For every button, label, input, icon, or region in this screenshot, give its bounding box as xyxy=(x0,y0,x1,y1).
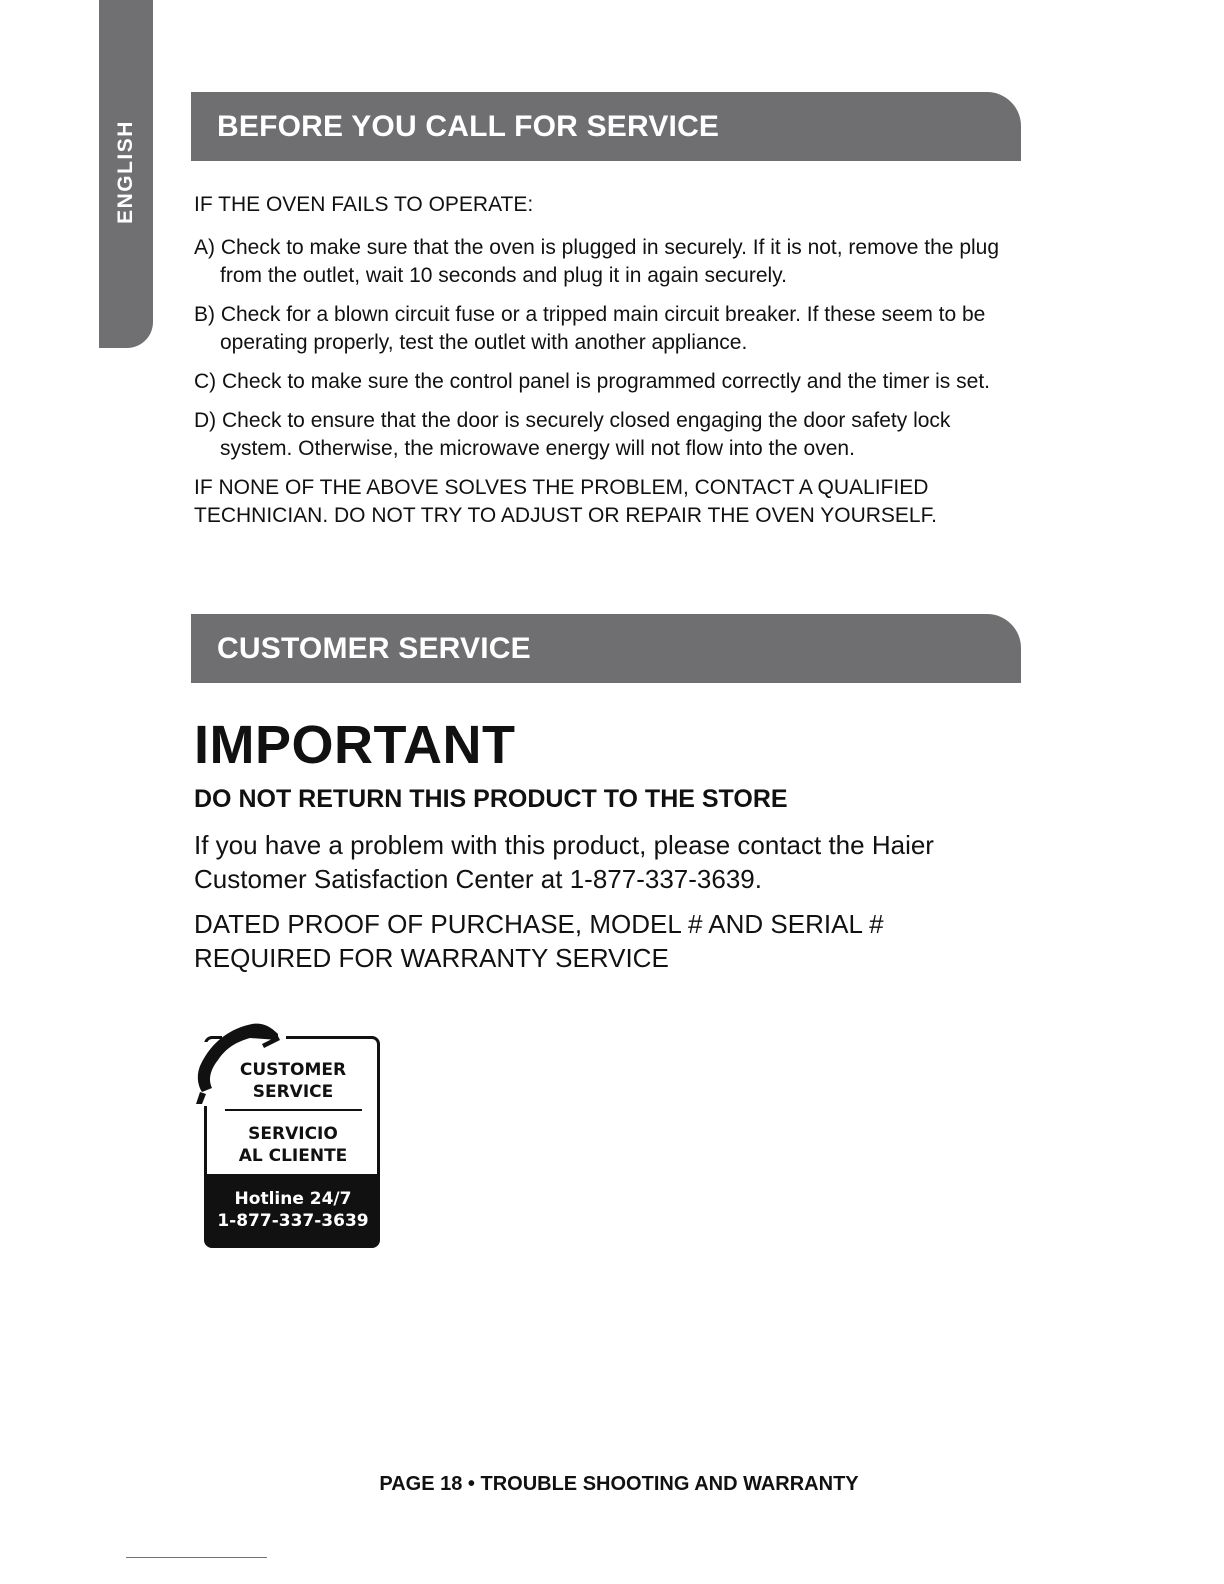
check-item-a: A) Check to make sure that the oven is plugged in securely. If it is not, remove the plug from the outlet, wait 10 seconds and plug it in again securely. xyxy=(194,236,1000,287)
do-not-return-notice: DO NOT RETURN THIS PRODUCT TO THE STORE xyxy=(194,785,788,813)
section-header-before-service xyxy=(191,92,1021,161)
important-heading: IMPORTANT xyxy=(194,715,516,775)
badge-line-al-cliente: AL CLIENTE xyxy=(238,1146,348,1166)
contact-technician-note: IF NONE OF THE ABOVE SOLVES THE PROBLEM, CONTACT A QUALIFIED TECHNICIAN. DO NOT TRY TO ADJUST OR REPAIR THE OVEN YOURSELF. xyxy=(194,476,937,527)
bottom-rule xyxy=(126,1557,267,1558)
check-item-d: D) Check to ensure that the door is securely closed engaging the door safety lock system. Otherwise, the microwave energy will not flow into the oven. xyxy=(194,409,951,460)
check-item-b: B) Check for a blown circuit fuse or a tripped main circuit breaker. If these seem to be operating properly, test the outlet with another appliance. xyxy=(194,303,986,354)
section-title-customer-service: CUSTOMER SERVICE xyxy=(217,631,531,665)
troubleshooting-list xyxy=(194,193,1014,530)
check-item-c: C) Check to make sure the control panel is programmed correctly and the timer is set. xyxy=(194,370,990,393)
language-tab-label: ENGLISH xyxy=(114,120,137,224)
badge-divider xyxy=(225,1109,362,1111)
contact-paragraph: If you have a problem with this product, please contact the Haier Customer Satisfaction Center at 1-877-337-3639. xyxy=(194,830,934,894)
troubleshooting-lead: IF THE OVEN FAILS TO OPERATE: xyxy=(194,193,534,216)
badge-line-service: SERVICE xyxy=(252,1082,334,1102)
customer-service-badge xyxy=(192,1018,386,1252)
section-header-customer-service xyxy=(191,614,1021,683)
section-title-before-service: BEFORE YOU CALL FOR SERVICE xyxy=(217,109,720,143)
proof-of-purchase-note: DATED PROOF OF PURCHASE, MODEL # AND SERIAL # REQUIRED FOR WARRANTY SERVICE xyxy=(194,909,884,973)
page-footer: PAGE 18 • TROUBLE SHOOTING AND WARRANTY xyxy=(379,1473,859,1495)
badge-hotline: Hotline 24/7 xyxy=(234,1189,352,1209)
badge-line-customer: CUSTOMER xyxy=(239,1060,347,1080)
badge-line-servicio: SERVICIO xyxy=(248,1124,338,1144)
badge-phone-number: 1-877-337-3639 xyxy=(217,1211,369,1231)
